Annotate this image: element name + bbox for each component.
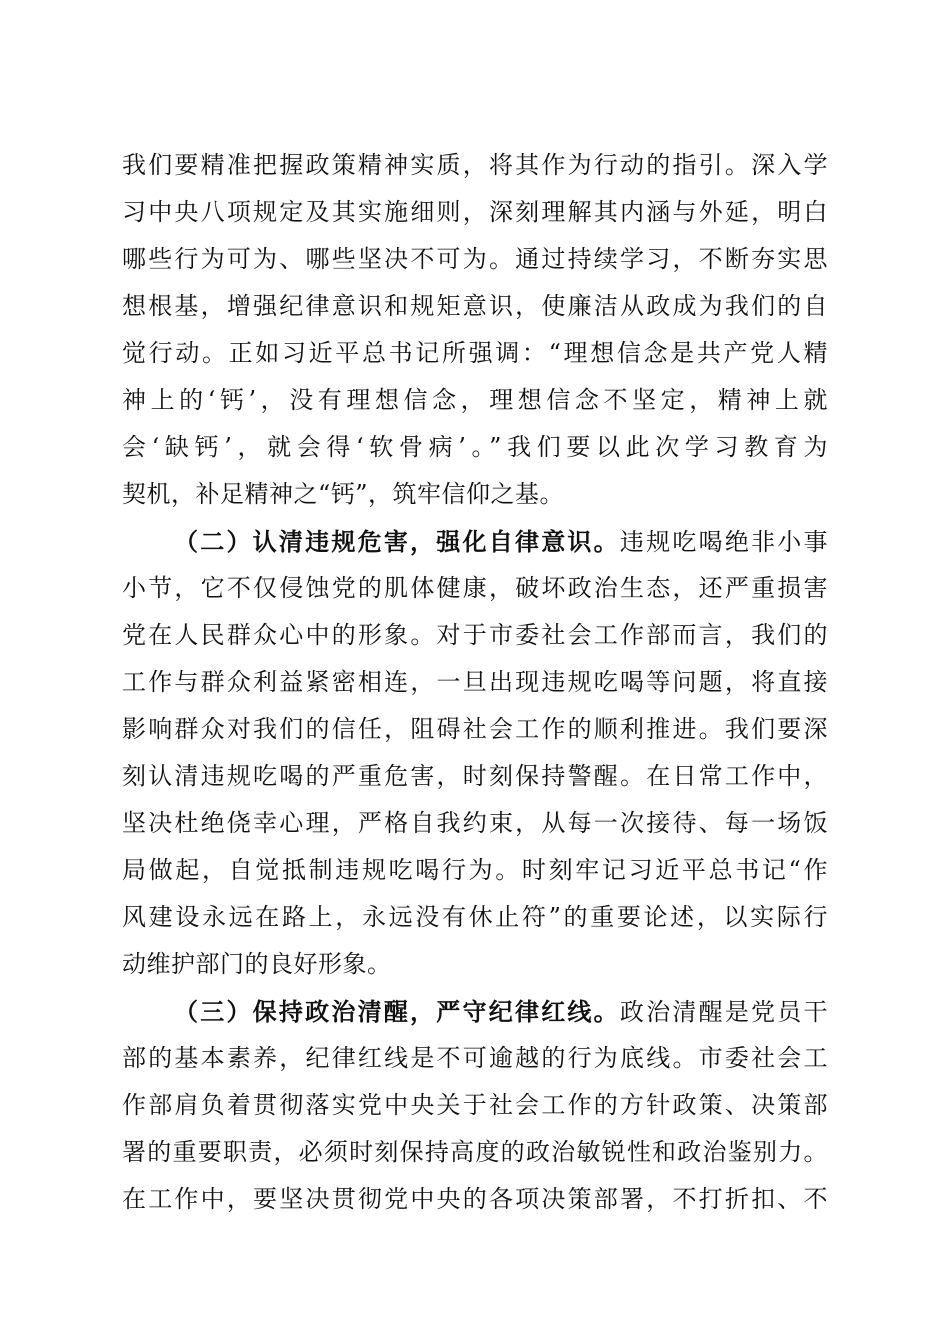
text-line: 小节，它不仅侵蚀党的肌体健康，破坏政治生态，还严重损害	[122, 574, 828, 602]
text-line: 神上的‘钙’，没有理想信念，理想信念不坚定，精神上就	[122, 386, 828, 414]
text-line: 哪些行为可为、哪些坚决不可为。通过持续学习，不断夯实思	[122, 245, 828, 273]
text-line: 在工作中，要坚决贯彻党中央的各项决策部署，不打折扣、不	[122, 1185, 828, 1213]
text-line: 党在人民群众心中的形象。对于市委社会工作部而言，我们的	[122, 621, 828, 649]
text-line: 契机，补足精神之“钙”，筑牢信仰之基。	[122, 480, 565, 508]
text-line: 会‘缺钙’，就会得‘软骨病’。”我们要以此次学习教育为	[122, 433, 828, 461]
text-line: 坚决杜绝侥幸心理，严格自我约束，从每一次接待、每一场饭	[122, 809, 828, 837]
text-line: 习中央八项规定及其实施细则，深刻理解其内涵与外延，明白	[122, 198, 828, 226]
text-line: 风建设永远在路上，永远没有休止符”的重要论述，以实际行	[122, 903, 828, 931]
paragraph-2	[122, 518, 828, 988]
paragraph-first-line	[122, 518, 828, 565]
text-line: 刻认清违规吃喝的严重危害，时刻保持警醒。在日常工作中，	[122, 762, 828, 790]
text-line: 作部肩负着贯彻落实党中央关于社会工作的方针政策、决策部	[122, 1091, 828, 1119]
document-body	[122, 142, 828, 1223]
text-line: 我们要精准把握政策精神实质，将其作为行动的指引。深入学	[122, 151, 828, 179]
text-run: 违规吃喝绝非小事	[619, 528, 829, 556]
text-run: 政治清醒是党员干	[619, 998, 829, 1026]
text-line: 局做起，自觉抵制违规吃喝行为。时刻牢记习近平总书记“作	[122, 856, 828, 884]
section-heading: （三）保持政治清醒，严守纪律红线。	[174, 997, 620, 1026]
paragraph-first-line	[122, 988, 828, 1035]
text-line: 觉行动。正如习近平总书记所强调：“理想信念是共产党人精	[122, 339, 828, 367]
text-line: 部的基本素养，纪律红线是不可逾越的行为底线。市委社会工	[122, 1044, 828, 1072]
text-line: 影响群众对我们的信任，阻碍社会工作的顺利推进。我们要深	[122, 715, 828, 743]
text-line: 想根基，增强纪律意识和规矩意识，使廉洁从政成为我们的自	[122, 292, 828, 320]
text-line: 工作与群众利益紧密相连，一旦出现违规吃喝等问题，将直接	[122, 668, 828, 696]
paragraph-1	[122, 142, 828, 518]
text-line: 署的重要职责，必须时刻保持高度的政治敏锐性和政治鉴别力。	[122, 1138, 828, 1166]
section-heading: （二）认清违规危害，强化自律意识。	[174, 527, 620, 556]
text-line: 动维护部门的良好形象。	[122, 950, 392, 978]
paragraph-3	[122, 988, 828, 1223]
